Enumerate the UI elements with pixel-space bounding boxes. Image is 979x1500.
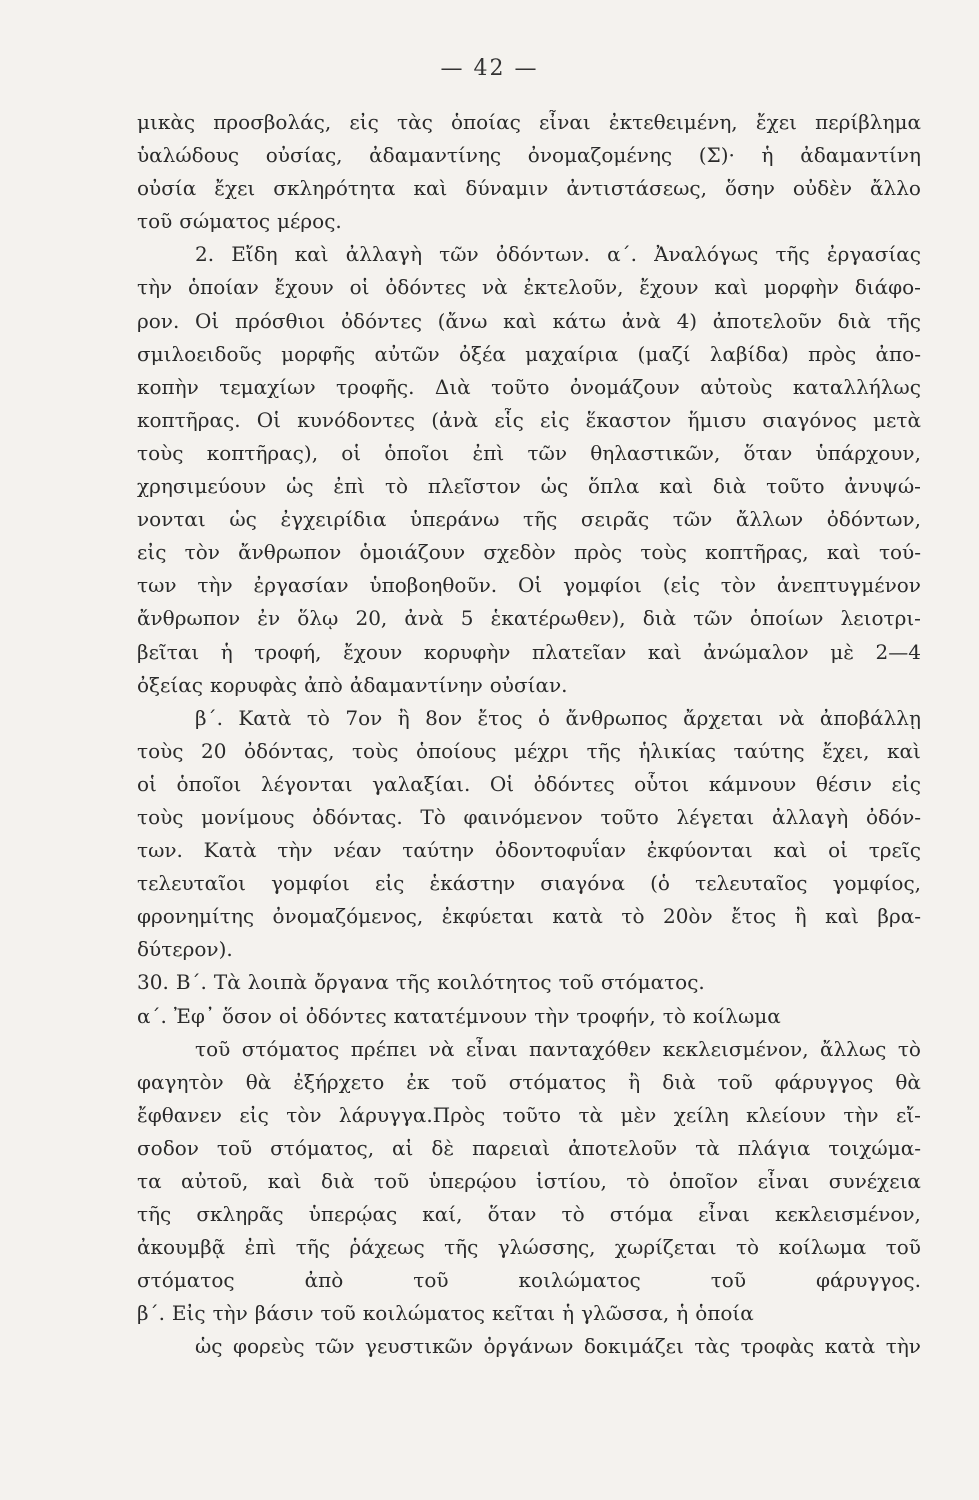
text-line: τοὺς 20 ὀδόντας, τοὺς ὁποίους μέχρι τῆς ἡλικίας ταύτης ἔχει, καὶ xyxy=(137,738,921,763)
text-line: τοὺς μονίμους ὀδόντας. Τὸ φαινόμενον τοῦτο λέγεται ἀλλαγὴ ὀδόν- xyxy=(137,804,921,829)
text-line: ἀκουμβᾷ ἐπὶ τῆς ῥάχεως τῆς γλώσσης, χωρίζεται τὸ κοίλωμα τοῦ xyxy=(137,1235,921,1260)
text-line: φρονημίτης ὀνομαζόμενος, ἐκφύεται κατὰ τὸ 20ὸν ἔτος ἢ καὶ βρα- xyxy=(137,904,921,929)
text-line: κοπτῆρας. Οἱ κυνόδοντες (ἀνὰ εἷς εἰς ἕκαστον ἥμισυ σιαγόνος μετὰ xyxy=(137,407,921,432)
text-line: ὀξείας κορυφὰς ἀπὸ ἀδαμαντίνην οὐσίαν. xyxy=(137,672,568,697)
text-line: οἱ ὁποῖοι λέγονται γαλαξίαι. Οἱ ὀδόντες οὗτοι κάμνουν θέσιν εἰς xyxy=(137,771,921,796)
text-line: σμιλοειδοῦς μορφῆς αὐτῶν ὀξέα μαχαίρια (μαζί λαβίδα) πρὸς ἀπο- xyxy=(137,341,921,366)
text-line: ὡς φορεὺς τῶν γευστικῶν ὀργάνων δοκιμάζει τὰς τροφὰς κατὰ τὴν xyxy=(195,1334,921,1359)
text-line: τοῦ σώματος μέρος. xyxy=(137,209,342,234)
text-line: ἔφθανεν εἰς τὸν λάρυγγα.Πρὸς τοῦτο τὰ μὲν χείλη κλείουν τὴν εἴ- xyxy=(137,1102,921,1127)
text-line: φαγητὸν θὰ ἐξήρχετο ἐκ τοῦ στόματος ἢ διὰ τοῦ φάρυγγος θὰ xyxy=(137,1069,921,1094)
text-line: ἄνθρωπον ἐν ὅλῳ 20, ἀνὰ 5 ἑκατέρωθεν), διὰ τῶν ὁποίων λειοτρι- xyxy=(137,606,921,631)
text-line: τελευταῖοι γομφίοι εἰς ἑκάστην σιαγόνα (ὁ τελευταῖος γομφίος, xyxy=(137,871,921,896)
text-line: ὑαλώδους οὐσίας, ἀδαμαντίνης ὀνομαζομένης (Σ)· ἡ ἀδαμαντίνη xyxy=(137,143,921,168)
text-line: 2. Εἴδη καὶ ἀλλαγὴ τῶν ὀδόντων. α΄. Ἀναλόγως τῆς ἐργασίας xyxy=(195,242,921,267)
text-line: βεῖται ἡ τροφή, ἔχουν κορυφὴν πλατεῖαν καὶ ἀνώμαλον μὲ 2—4 xyxy=(137,639,921,664)
text-line: τοὺς κοπτῆρας), οἱ ὁποῖοι ἐπὶ τῶν θηλαστικῶν, ὅταν ὑπάρχουν, xyxy=(137,440,921,465)
text-line: β΄. Εἰς τὴν βάσιν τοῦ κοιλώματος κεῖται ἡ γλῶσσα, ἡ ὁποία xyxy=(137,1301,754,1326)
text-line: β΄. Κατὰ τὸ 7ον ἢ 8ον ἔτος ὁ ἄνθρωπος ἄρχεται νὰ ἀποβάλλῃ xyxy=(195,705,921,730)
text-line: εἰς τὸν ἄνθρωπον ὁμοιάζουν σχεδὸν πρὸς τοὺς κοπτῆρας, καὶ τού- xyxy=(137,540,921,565)
text-line: 30. Β΄. Τὰ λοιπὰ ὄργανα τῆς κοιλότητος τοῦ στόματος. xyxy=(137,970,705,995)
text-line: στόματος ἀπὸ τοῦ κοιλώματος τοῦ φάρυγγος. xyxy=(137,1268,921,1293)
text-line: α΄. Ἐφ᾽ ὅσον οἱ ὀδόντες κατατέμνουν τὴν τροφήν, τὸ κοίλωμα xyxy=(137,1003,781,1028)
text-line: τὴν ὁποίαν ἔχουν οἱ ὀδόντες νὰ ἐκτελοῦν, ἔχουν καὶ μορφὴν διάφο- xyxy=(137,275,921,300)
text-line: χρησιμεύουν ὡς ἐπὶ τὸ πλεῖστον ὡς ὅπλα καὶ διὰ τοῦτο ἀνυψώ- xyxy=(137,474,921,499)
text-line: νονται ὡς ἐγχειρίδια ὑπεράνω τῆς σειρᾶς τῶν ἄλλων ὀδόντων, xyxy=(137,507,921,532)
text-line: δύτερον). xyxy=(137,937,233,962)
text-line: οὐσία ἔχει σκληρότητα καὶ δύναμιν ἀντιστάσεως, ὅσην οὐδὲν ἄλλο xyxy=(137,176,921,201)
text-line: κοπὴν τεμαχίων τροφῆς. Διὰ τοῦτο ὀνομάζουν αὐτοὺς καταλλήλως xyxy=(137,374,921,399)
text-line: των. Κατὰ τὴν νέαν ταύτην ὀδοντοφυΐαν ἐκφύονται καὶ οἱ τρεῖς xyxy=(137,838,921,863)
text-line: μικὰς προσβολάς, εἰς τὰς ὁποίας εἶναι ἐκτεθειμένη, ἔχει περίβλημα xyxy=(137,110,921,134)
text-line: των τὴν ἐργασίαν ὑποβοηθοῦν. Οἱ γομφίοι (εἰς τὸν ἀνεπτυγμένον xyxy=(137,573,921,598)
text-line: σοδον τοῦ στόματος, αἱ δὲ παρειαὶ ἀποτελοῦν τὰ πλάγια τοιχώμα- xyxy=(137,1135,921,1160)
page-number: — 42 — xyxy=(440,56,539,81)
body-text xyxy=(137,110,921,1368)
text-line: τα αὐτοῦ, καὶ διὰ τοῦ ὑπερῴου ἱστίου, τὸ ὁποῖον εἶναι συνέχεια xyxy=(137,1169,921,1193)
text-line: τοῦ στόματος πρέπει νὰ εἶναι πανταχόθεν κεκλεισμένον, ἄλλως τὸ xyxy=(195,1036,921,1061)
text-line: ρον. Οἱ πρόσθιοι ὀδόντες (ἄνω καὶ κάτω ἀνὰ 4) ἀποτελοῦν διὰ τῆς xyxy=(137,308,921,333)
text-line: τῆς σκληρᾶς ὑπερῴας καί, ὅταν τὸ στόμα εἶναι κεκλεισμένον, xyxy=(137,1202,921,1227)
